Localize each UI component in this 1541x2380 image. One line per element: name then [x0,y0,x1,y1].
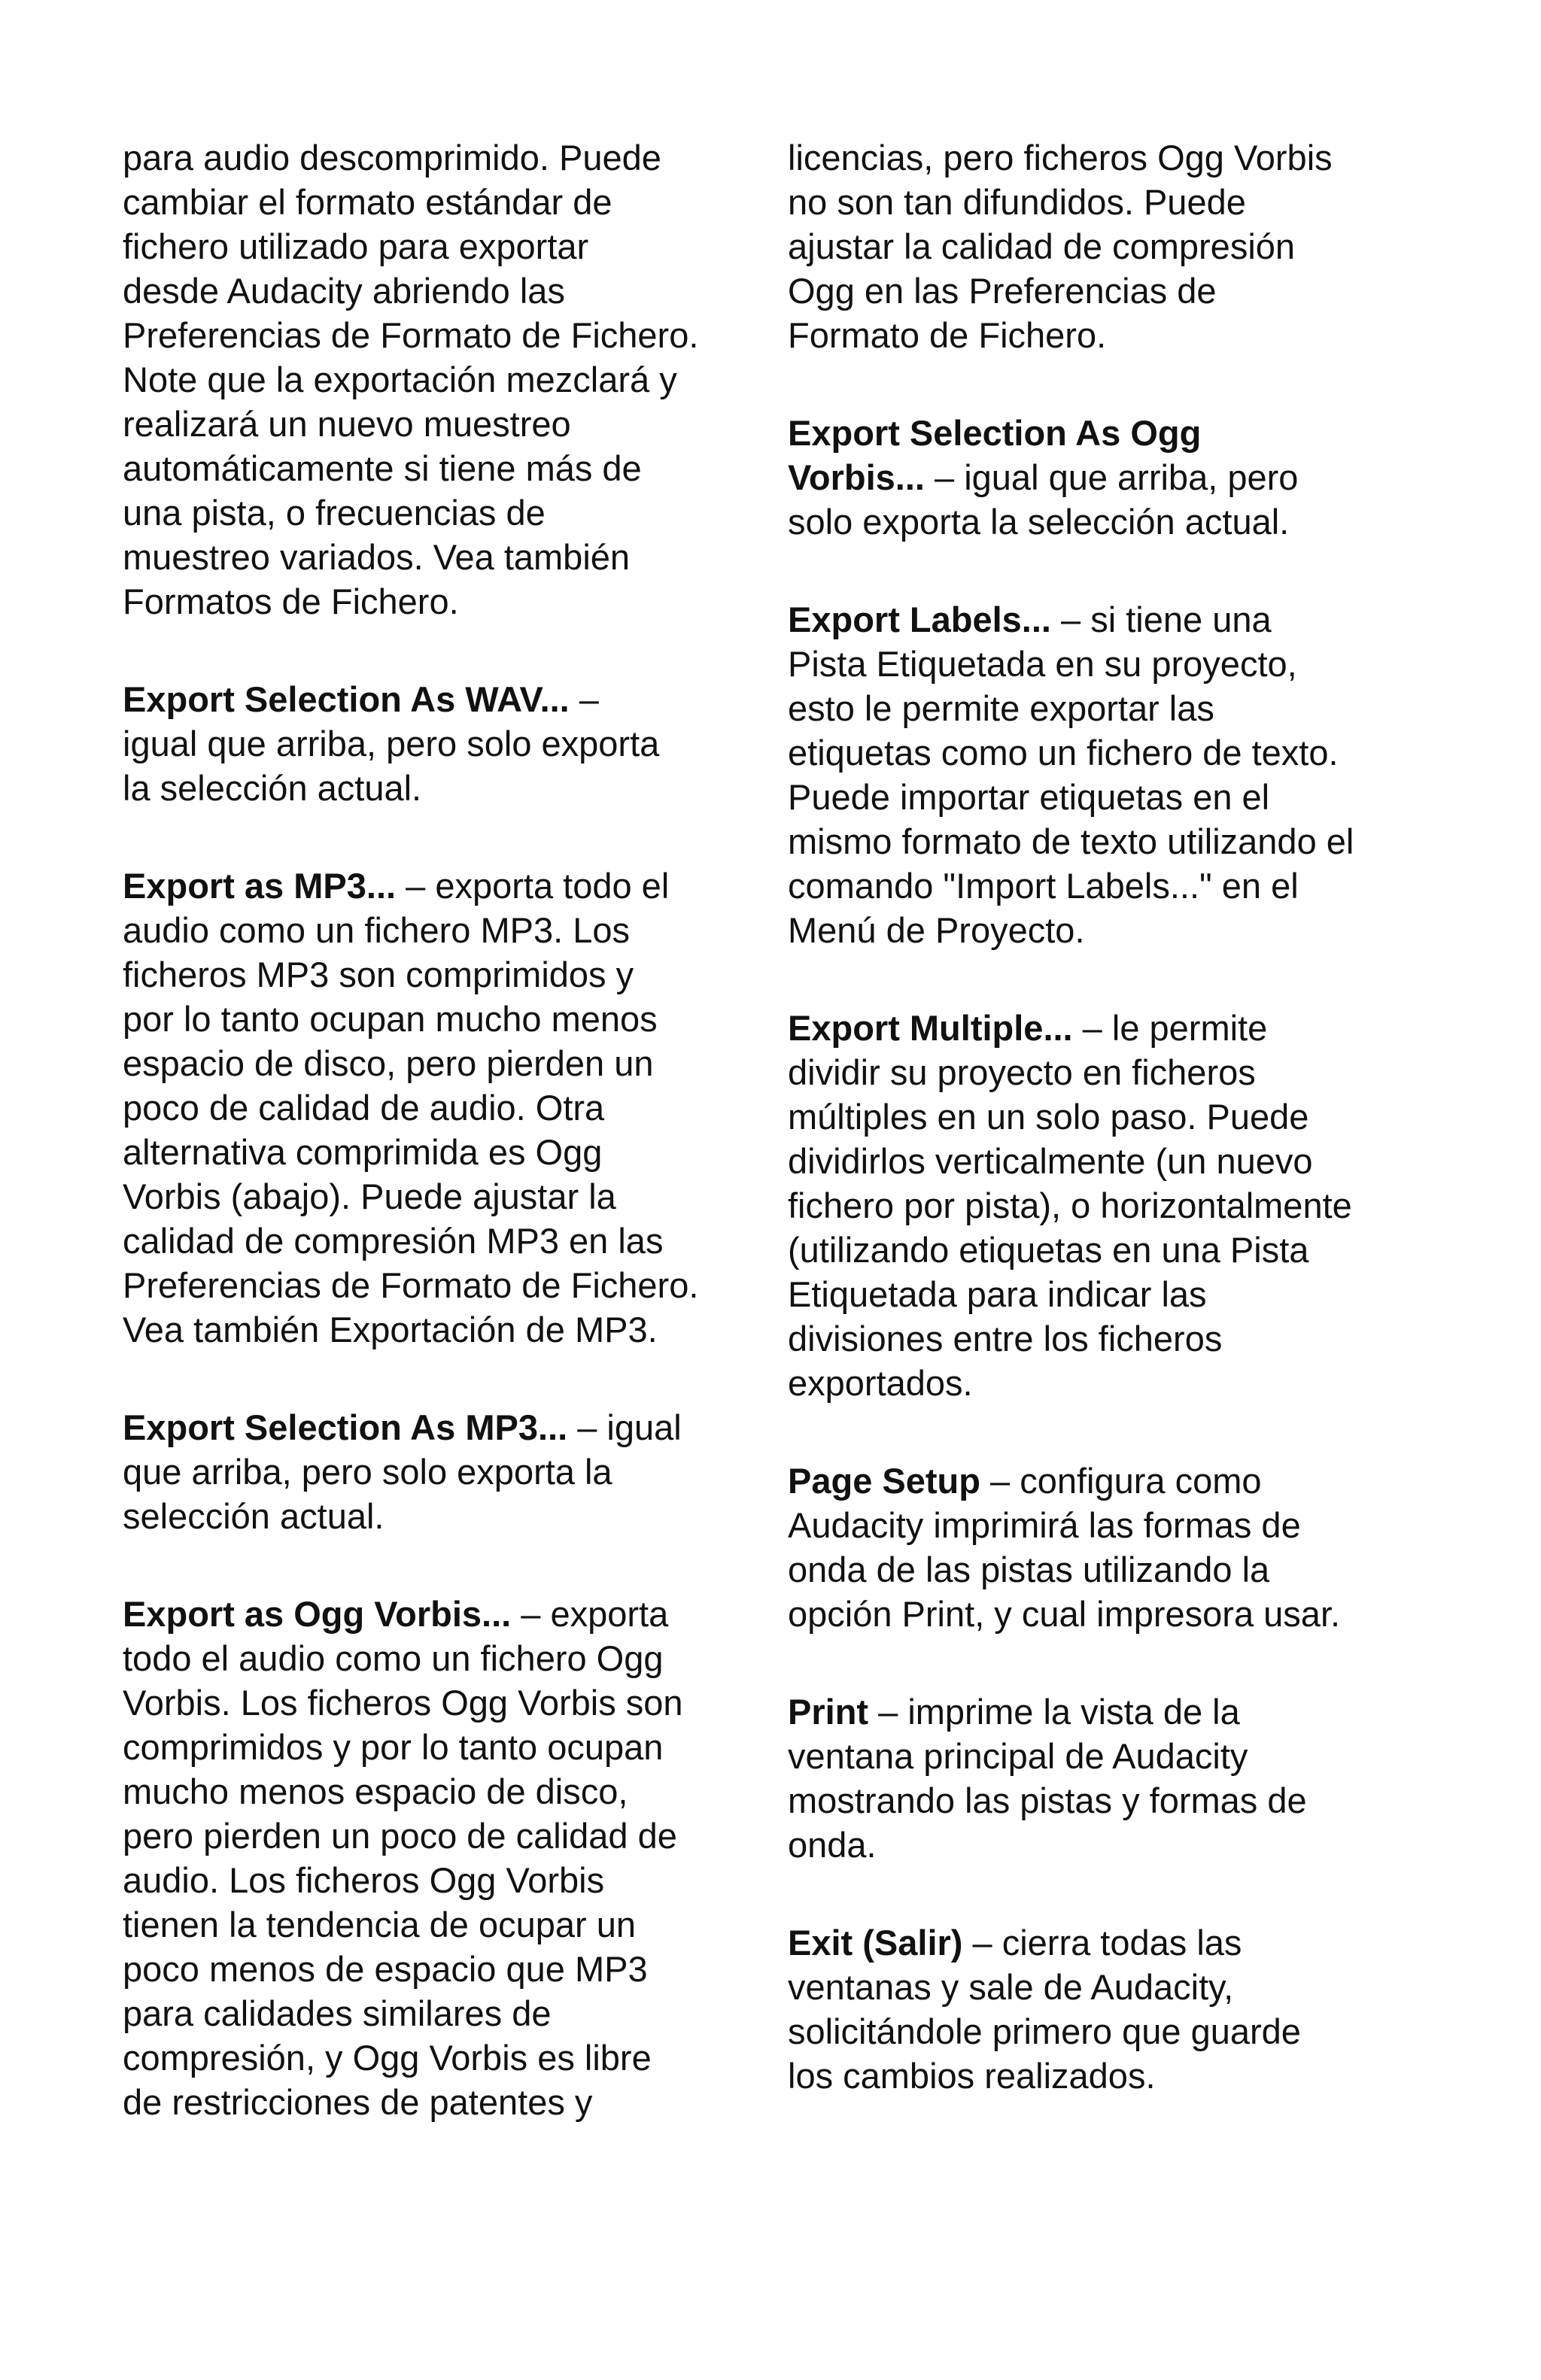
left-column [123,135,762,2124]
body-text: onda. [788,1825,877,1865]
body-text: – exporta [511,1594,669,1634]
text-line [123,1725,762,1769]
body-text: espacio de disco, pero pierden un [123,1043,654,1083]
paragraph [788,1920,1427,2098]
text-line [788,1050,1427,1094]
body-text: Preferencias de Formato de Fichero. [123,1265,699,1305]
text-line [123,1219,762,1263]
menu-command-term: Page Setup [788,1461,980,1501]
text-line [788,411,1427,455]
text-line [788,1272,1427,1316]
text-line [788,135,1427,180]
body-text: divisiones entre los ficheros [788,1319,1223,1358]
text-line [123,721,762,766]
body-text: Etiquetada para indicar las [788,1274,1207,1314]
paragraph [788,597,1427,952]
text-line [788,775,1427,819]
text-line [123,1263,762,1307]
text-line [123,677,762,721]
body-text: – igual que arriba, pero [924,457,1299,497]
body-text: Vorbis (abajo). Puede ajustar la [123,1176,616,1216]
text-line [123,1405,762,1450]
body-text: dividir su proyecto en ficheros [788,1052,1256,1092]
paragraph [123,864,762,1352]
text-line [788,455,1427,499]
text-line [788,686,1427,730]
text-line [788,730,1427,775]
text-line [123,908,762,952]
text-line [788,2009,1427,2054]
text-line [788,1503,1427,1547]
text-line [788,1183,1427,1228]
body-text: Pista Etiquetada en su proyecto, [788,644,1297,684]
body-text: igual que arriba, pero solo exporta [123,724,660,763]
body-text: todo el audio como un fichero Ogg [123,1638,664,1678]
text-line [123,135,762,180]
body-text: solicitándole primero que guarde [788,2011,1301,2051]
body-text: ficheros MP3 son comprimidos y [123,955,634,994]
body-text: – configura como [980,1461,1262,1501]
body-text: muestreo variados. Vea también [123,537,631,577]
body-text: opción Print, y cual impresora usar. [788,1594,1341,1634]
body-text: una pista, o frecuencias de [123,493,546,533]
text-line [788,642,1427,686]
menu-command-term: Vorbis... [788,457,925,497]
text-line [788,1361,1427,1405]
text-line [123,1085,762,1130]
body-text: Audacity imprimirá las formas de [788,1505,1301,1545]
body-text: – le permite [1072,1008,1268,1048]
text-line [123,224,762,269]
body-text: mostrando las pistas y formas de [788,1780,1307,1820]
body-text: ajustar la calidad de compresión [788,226,1296,266]
text-line [123,766,762,810]
body-text: poco menos de espacio que MP3 [123,1949,648,1989]
body-text: Note que la exportación mezclará y [123,360,677,399]
menu-command-term: Export Selection As WAV... [123,679,570,719]
text-line [788,819,1427,864]
text-line [788,1823,1427,1867]
text-line [123,1902,762,1947]
body-text: esto le permite exportar las [788,688,1214,728]
body-text: mismo formato de texto utilizando el [788,821,1354,861]
text-line [788,224,1427,269]
text-line [123,864,762,908]
text-line [123,1307,762,1352]
body-text: – cierra todas las [962,1923,1242,1963]
body-text: para calidades similares de [123,1993,552,2033]
body-text: – si tiene una [1050,600,1272,639]
text-line [123,1174,762,1219]
text-line [788,1734,1427,1778]
body-text: Formato de Fichero. [788,315,1107,355]
paragraph [123,1592,762,2124]
text-line [123,1947,762,1991]
body-text: poco de calidad de audio. Otra [123,1088,605,1128]
body-text: no son tan difundidos. Puede [788,182,1246,222]
body-text: desde Audacity abriendo las [123,271,565,311]
text-line [123,997,762,1041]
text-line [123,1680,762,1725]
body-text: exportados. [788,1363,973,1403]
text-line [123,1450,762,1494]
text-line [123,490,762,535]
body-text: comprimidos y por lo tanto ocupan [123,1727,664,1767]
text-line [788,1547,1427,1592]
body-text: audio. Los ficheros Ogg Vorbis [123,1860,605,1900]
text-line [788,908,1427,952]
text-line [788,499,1427,544]
text-line [123,446,762,490]
right-column [788,135,1427,2098]
text-line [788,1778,1427,1823]
body-text: realizará un nuevo muestreo [123,404,571,444]
body-text: ventana principal de Audacity [788,1736,1248,1776]
text-line [123,1814,762,1858]
text-line [123,1592,762,1636]
text-line [788,1006,1427,1050]
body-text: Vorbis. Los ficheros Ogg Vorbis son [123,1683,683,1723]
menu-command-term: Export Multiple... [788,1008,1073,1048]
paragraph [123,135,762,624]
menu-command-term: Export as Ogg Vorbis... [123,1594,512,1634]
text-line [788,1228,1427,1272]
body-text: por lo tanto ocupan mucho menos [123,999,658,1039]
text-line [123,2080,762,2124]
body-text: onda de las pistas utilizando la [788,1550,1270,1589]
text-line [788,1459,1427,1503]
body-text: de restricciones de patentes y [123,2082,593,2122]
body-text: (utilizando etiquetas en una Pista [788,1230,1309,1270]
body-text: – igual [567,1407,682,1447]
text-line [123,1991,762,2035]
body-text: – exporta todo el [396,866,670,906]
text-line [123,1636,762,1680]
menu-command-term: Export Selection As MP3... [123,1407,568,1447]
paragraph [788,411,1427,544]
text-line [788,1139,1427,1183]
body-text: ventanas y sale de Audacity, [788,1967,1234,2007]
text-line [123,402,762,446]
body-text: audio como un fichero MP3. Los [123,910,631,950]
text-line [788,1592,1427,1636]
text-line [788,864,1427,908]
text-line [788,597,1427,642]
text-line [123,1769,762,1814]
paragraph [788,1459,1427,1636]
paragraph [123,677,762,810]
body-text: Menú de Proyecto. [788,910,1085,950]
body-text: Vea también Exportación de MP3. [123,1310,658,1349]
menu-command-term: Export Labels... [788,600,1051,639]
text-line [788,1689,1427,1734]
body-text: que arriba, pero solo exporta la [123,1452,612,1492]
body-text: mucho menos espacio de disco, [123,1771,628,1811]
paragraph [123,1405,762,1538]
body-text: Preferencias de Formato de Fichero. [123,315,699,355]
text-line [788,2054,1427,2098]
menu-command-term: Export Selection As Ogg [788,413,1202,453]
body-text: comando "Import Labels..." en el [788,866,1299,906]
body-text: – [569,679,609,719]
text-line [788,1094,1427,1139]
paragraph [788,1689,1427,1867]
body-text: solo exporta la selección actual. [788,502,1290,542]
text-line [123,535,762,579]
body-text: los cambios realizados. [788,2056,1156,2096]
body-text: – imprime la vista de la [868,1692,1240,1732]
body-text: Ogg en las Preferencias de [788,271,1217,311]
body-text: fichero utilizado para exportar [123,226,589,266]
body-text: selección actual. [123,1496,384,1536]
text-line [123,1041,762,1085]
text-line [123,1130,762,1174]
body-text: tienen la tendencia de ocupar un [123,1905,637,1944]
body-text: la selección actual. [123,768,422,808]
text-line [123,579,762,624]
body-text: calidad de compresión MP3 en las [123,1221,664,1261]
body-text: Formatos de Fichero. [123,581,459,621]
text-line [788,269,1427,313]
text-line [123,269,762,313]
body-text: compresión, y Ogg Vorbis es libre [123,2038,652,2078]
paragraph [788,135,1427,357]
text-line [123,1858,762,1902]
body-text: dividirlos verticalmente (un nuevo [788,1141,1313,1181]
text-line [788,180,1427,224]
text-line [788,313,1427,357]
text-line [788,1920,1427,1965]
body-text: licencias, pero ficheros Ogg Vorbis [788,138,1333,178]
text-line [123,952,762,997]
menu-command-term: Exit (Salir) [788,1923,963,1963]
body-text: para audio descomprimido. Puede [123,138,661,178]
body-text: cambiar el formato estándar de [123,182,612,222]
text-line [788,1316,1427,1361]
text-line [123,357,762,402]
text-line [123,180,762,224]
text-line [123,313,762,357]
text-line [788,1965,1427,2009]
body-text: múltiples en un solo paso. Puede [788,1097,1309,1137]
body-text: automáticamente si tiene más de [123,448,642,488]
text-line [123,2035,762,2080]
menu-command-term: Print [788,1692,869,1732]
body-text: Puede importar etiquetas en el [788,777,1270,817]
body-text: etiquetas como un fichero de texto. [788,733,1339,773]
body-text: pero pierden un poco de calidad de [123,1816,677,1856]
body-text: fichero por pista), o horizontalmente [788,1185,1352,1225]
text-line [123,1494,762,1538]
paragraph [788,1006,1427,1405]
menu-command-term: Export as MP3... [123,866,397,906]
body-text: alternativa comprimida es Ogg [123,1132,603,1172]
